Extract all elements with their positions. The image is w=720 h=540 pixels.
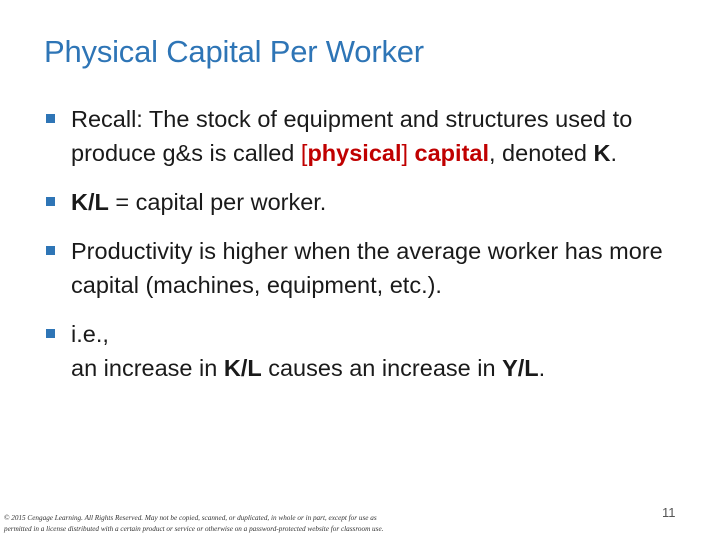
bullet-text: causes an increase in bbox=[261, 355, 503, 381]
term-capital: capital bbox=[414, 140, 489, 166]
bracket-close: ] bbox=[401, 140, 409, 166]
bullet-text: = capital per worker. bbox=[108, 189, 327, 215]
bullet-ie bbox=[46, 317, 686, 385]
bullet-recall bbox=[46, 102, 686, 170]
copyright-line: permitted in a license distributed with a certain product or service or otherwise on a password-protected website for classroom use. bbox=[4, 524, 384, 533]
bracket-open: [ bbox=[300, 140, 308, 166]
square-bullet-icon bbox=[46, 197, 55, 206]
bullet-text: Recall: The stock of equipment and structures used to produce g&s is called bbox=[71, 106, 633, 166]
square-bullet-icon bbox=[46, 329, 55, 338]
term-physical: physical bbox=[307, 140, 402, 166]
symbol-kl: K/L bbox=[223, 355, 262, 381]
bullet-capital-per-worker bbox=[46, 185, 686, 219]
square-bullet-icon bbox=[46, 246, 55, 255]
square-bullet-icon bbox=[46, 114, 55, 123]
copyright-footer bbox=[4, 513, 454, 534]
symbol-k: K bbox=[593, 140, 611, 166]
bullet-productivity bbox=[46, 234, 686, 302]
page-number: 11 bbox=[662, 505, 676, 520]
bullet-text: i.e., bbox=[71, 321, 109, 347]
bullet-list bbox=[46, 102, 686, 385]
symbol-kl: K/L bbox=[71, 189, 109, 215]
bullet-text: an increase in bbox=[71, 355, 224, 381]
slide-title: Physical Capital Per Worker bbox=[44, 34, 424, 69]
bullet-text: Productivity is higher when the average worker has more capital (machines, equipment, etc.). bbox=[71, 238, 663, 298]
copyright-line: © 2015 Cengage Learning. All Rights Reserved. May not be copied, scanned, or duplicated, in whole or in part, except for use as bbox=[4, 514, 377, 522]
bullet-text: . bbox=[538, 355, 546, 381]
bullet-text: . bbox=[610, 140, 618, 166]
symbol-yl: Y/L bbox=[502, 355, 539, 381]
bullet-text: , denoted bbox=[489, 140, 594, 166]
